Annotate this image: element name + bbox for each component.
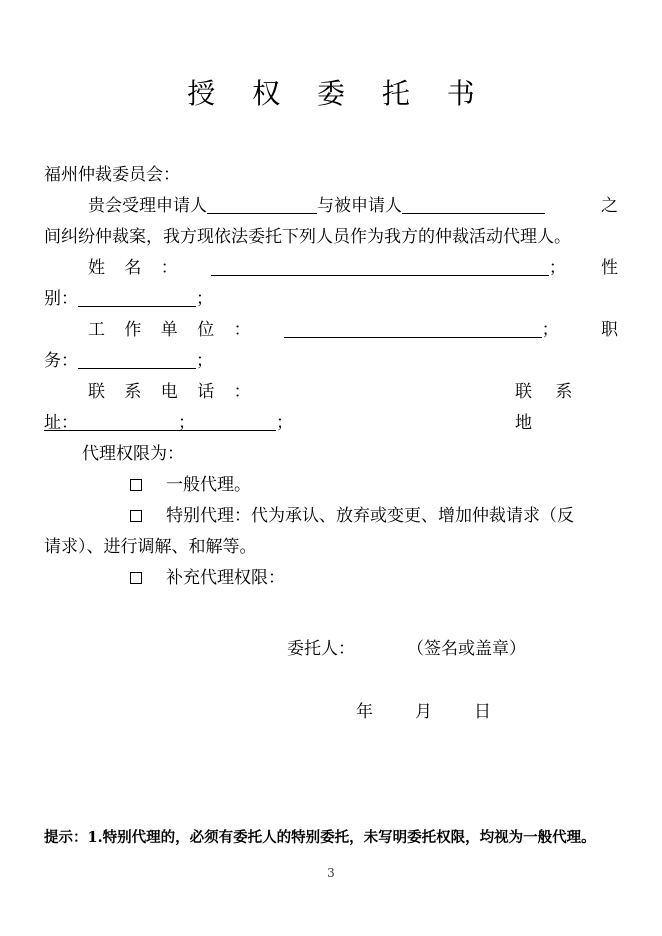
checkbox-general-agency[interactable]: [130, 479, 142, 491]
position-label-wrap: 务：: [44, 351, 78, 371]
addressee-line: [44, 160, 618, 191]
date-line: [356, 697, 493, 722]
position-separator: ；: [196, 351, 213, 371]
applicant-blank[interactable]: [207, 196, 317, 214]
address-blank[interactable]: [78, 413, 178, 431]
gender-separator: ；: [196, 289, 213, 309]
name-label: 姓 名 ：: [88, 258, 185, 278]
address-label-trailing: 联 系 地: [515, 382, 582, 433]
position-blank[interactable]: [78, 351, 196, 369]
field-position-wrap-line: [44, 346, 618, 377]
field-employer-group: [44, 315, 559, 346]
phone-label: 联 系 电 话 ：: [88, 382, 258, 402]
date-month-label: 月: [415, 702, 434, 722]
respondent-blank[interactable]: [402, 196, 545, 214]
intro-line-1: [44, 191, 618, 222]
field-name-line: [44, 253, 618, 284]
option-special-continuation: 请求）、进行调解、和解等。: [44, 537, 257, 557]
signature-hint: （签名或盖章）: [407, 639, 526, 659]
date-day-label: 日: [474, 702, 493, 722]
addressee-text: 福州仲裁委员会：: [44, 165, 180, 185]
address-separator: ；: [178, 413, 195, 433]
option-general-row[interactable]: [44, 470, 618, 501]
address-label-wrap: 址：: [44, 413, 78, 433]
name-blank[interactable]: [211, 258, 549, 276]
option-general-label: 一般代理。: [166, 475, 251, 495]
option-special-continuation-line: [44, 532, 618, 563]
intro-second-line: 间纠纷仲裁案，我方现依法委托下列人员作为我方的仲裁活动代理人。: [44, 227, 571, 247]
option-additional-row[interactable]: [44, 563, 618, 594]
document-body: [44, 160, 618, 594]
field-phone-line: [44, 377, 618, 433]
field-address-wrap-line: [44, 408, 618, 439]
page-number: 3: [327, 866, 335, 880]
intro-tail: 之: [601, 196, 618, 216]
signature-line: [287, 634, 526, 659]
employer-separator: ；: [541, 320, 559, 340]
intro-lead-group: [44, 191, 545, 222]
employer-label: 工 作 单 位 ：: [88, 320, 258, 340]
intro-lead: 贵会受理申请人: [88, 196, 207, 216]
option-additional-label: 补充代理权限：: [166, 568, 285, 588]
field-employer-line: [44, 315, 618, 346]
employer-blank[interactable]: [284, 320, 542, 338]
gender-label-wrap: 别：: [44, 289, 78, 309]
date-year-label: 年: [356, 702, 375, 722]
phone-separator: ；: [276, 413, 293, 433]
intro-line-2: [44, 222, 618, 253]
authority-heading-line: [44, 439, 618, 470]
field-phone-group: [44, 377, 515, 433]
page-title: 授 权 委 托 书: [187, 77, 489, 110]
name-separator: ；: [548, 258, 566, 278]
gender-label-trailing: 性: [601, 258, 618, 278]
footer-note: 提示：1.特别代理的，必须有委托人的特别委托，未写明委托权限，均视为一般代理。: [44, 829, 596, 846]
gender-blank[interactable]: [78, 289, 196, 307]
intro-middle: 与被申请人: [317, 196, 402, 216]
field-gender-wrap-line: [44, 284, 618, 315]
option-special-label: 特别代理：代为承认、放弃或变更、增加仲裁请求（反: [166, 506, 574, 526]
field-name-group: [44, 253, 566, 284]
authority-heading: 代理权限为：: [82, 444, 184, 464]
option-special-row[interactable]: [44, 501, 618, 532]
position-label-trailing: 职: [601, 320, 618, 340]
checkbox-additional-authority[interactable]: [130, 572, 142, 584]
checkbox-special-agency[interactable]: [130, 510, 142, 522]
signature-label: 委托人：: [287, 639, 355, 659]
